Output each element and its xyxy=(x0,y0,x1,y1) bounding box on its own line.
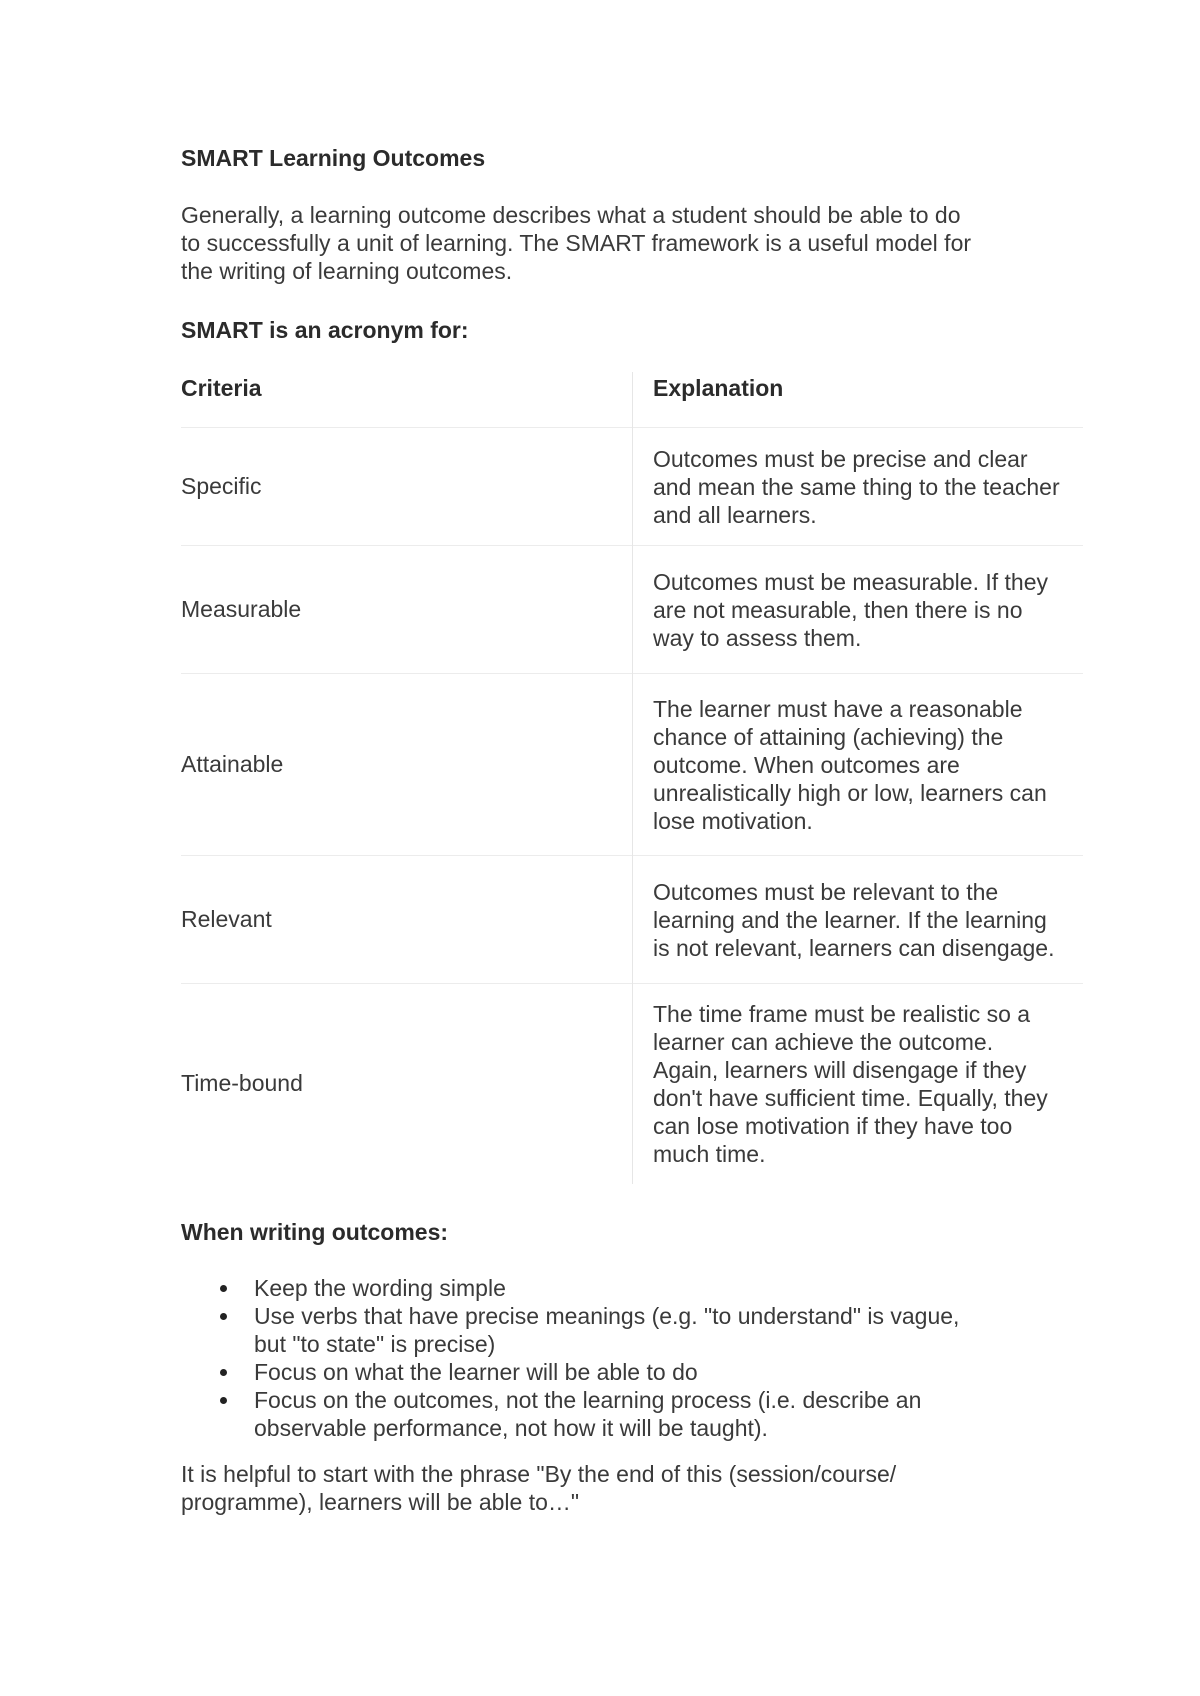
intro-paragraph xyxy=(181,201,1031,285)
explanation-cell xyxy=(633,546,1084,674)
list-item-text: but "to state" is precise) xyxy=(254,1331,496,1357)
table-row xyxy=(181,546,1083,674)
explanation-line: learning and the learner. If the learning xyxy=(653,906,1047,933)
list-item xyxy=(181,1302,1081,1358)
explanation-cell xyxy=(633,428,1084,546)
explanation-line: Again, learners will disengage if they xyxy=(653,1056,1027,1083)
explanation-column-header: Explanation xyxy=(653,375,784,401)
explanation-line: The time frame must be realistic so a xyxy=(653,1000,1031,1027)
closing-paragraph xyxy=(181,1460,896,1516)
explanation-line: much time. xyxy=(653,1140,766,1167)
explanation-line: and all learners. xyxy=(653,501,817,528)
list-item xyxy=(181,1358,1081,1386)
explanation-line: can lose motivation if they have too xyxy=(653,1112,1013,1139)
explanation-line: Outcomes must be measurable. If they xyxy=(653,568,1049,595)
criteria-cell: Specific xyxy=(181,428,633,546)
document-title: SMART Learning Outcomes xyxy=(181,145,486,171)
smart-criteria-table xyxy=(181,372,1083,1184)
explanation-line: Outcomes must be relevant to the xyxy=(653,878,999,905)
explanation-line: learner can achieve the outcome. xyxy=(653,1028,994,1055)
explanation-line: is not relevant, learners can disengage. xyxy=(653,934,1055,961)
intro-line: to successfully a unit of learning. The SMART framework is a useful model for xyxy=(181,230,972,256)
intro-line: Generally, a learning outcome describes what a student should be able to do xyxy=(181,202,961,228)
explanation-line: unrealistically high or low, learners can xyxy=(653,779,1047,806)
table-row xyxy=(181,674,1083,856)
explanation-line: lose motivation. xyxy=(653,807,813,834)
explanation-line: outcome. When outcomes are xyxy=(653,751,960,778)
table-row xyxy=(181,984,1083,1184)
list-item xyxy=(181,1274,1081,1302)
explanation-line: way to assess them. xyxy=(653,624,862,651)
closing-line: programme), learners will be able to…" xyxy=(181,1489,580,1515)
bullet-icon xyxy=(220,1313,227,1320)
list-item-text: observable performance, not how it will be taught). xyxy=(254,1415,768,1441)
list-item-text: Keep the wording simple xyxy=(254,1275,506,1301)
explanation-line: The learner must have a reasonable xyxy=(653,695,1023,722)
criteria-cell: Measurable xyxy=(181,546,633,674)
explanation-cell xyxy=(633,674,1084,856)
explanation-cell xyxy=(633,984,1084,1184)
bullet-icon xyxy=(220,1397,227,1404)
when-writing-heading: When writing outcomes: xyxy=(181,1219,449,1245)
explanation-line: and mean the same thing to the teacher xyxy=(653,473,1060,500)
criteria-cell: Attainable xyxy=(181,674,633,856)
criteria-cell: Relevant xyxy=(181,856,633,984)
list-item-text: Focus on the outcomes, not the learning process (i.e. describe an xyxy=(254,1387,922,1413)
explanation-line: are not measurable, then there is no xyxy=(653,596,1023,623)
intro-line: the writing of learning outcomes. xyxy=(181,258,513,284)
list-item-text: Use verbs that have precise meanings (e.g. "to understand" is vague, xyxy=(254,1303,960,1329)
acronym-heading: SMART is an acronym for: xyxy=(181,317,469,343)
tips-list xyxy=(181,1274,1081,1442)
explanation-cell xyxy=(633,856,1084,984)
table-header-row xyxy=(181,372,1083,428)
explanation-line: Outcomes must be precise and clear xyxy=(653,445,1028,472)
criteria-cell: Time-bound xyxy=(181,984,633,1184)
table-row xyxy=(181,428,1083,546)
list-item xyxy=(181,1386,1081,1442)
explanation-line: don't have sufficient time. Equally, they xyxy=(653,1084,1048,1111)
list-item-text: Focus on what the learner will be able to do xyxy=(254,1359,698,1385)
closing-line: It is helpful to start with the phrase "By the end of this (session/course/ xyxy=(181,1461,897,1487)
explanation-line: chance of attaining (achieving) the xyxy=(653,723,1004,750)
bullet-icon xyxy=(220,1369,227,1376)
criteria-column-header: Criteria xyxy=(181,372,633,428)
table-row xyxy=(181,856,1083,984)
bullet-icon xyxy=(220,1285,227,1292)
